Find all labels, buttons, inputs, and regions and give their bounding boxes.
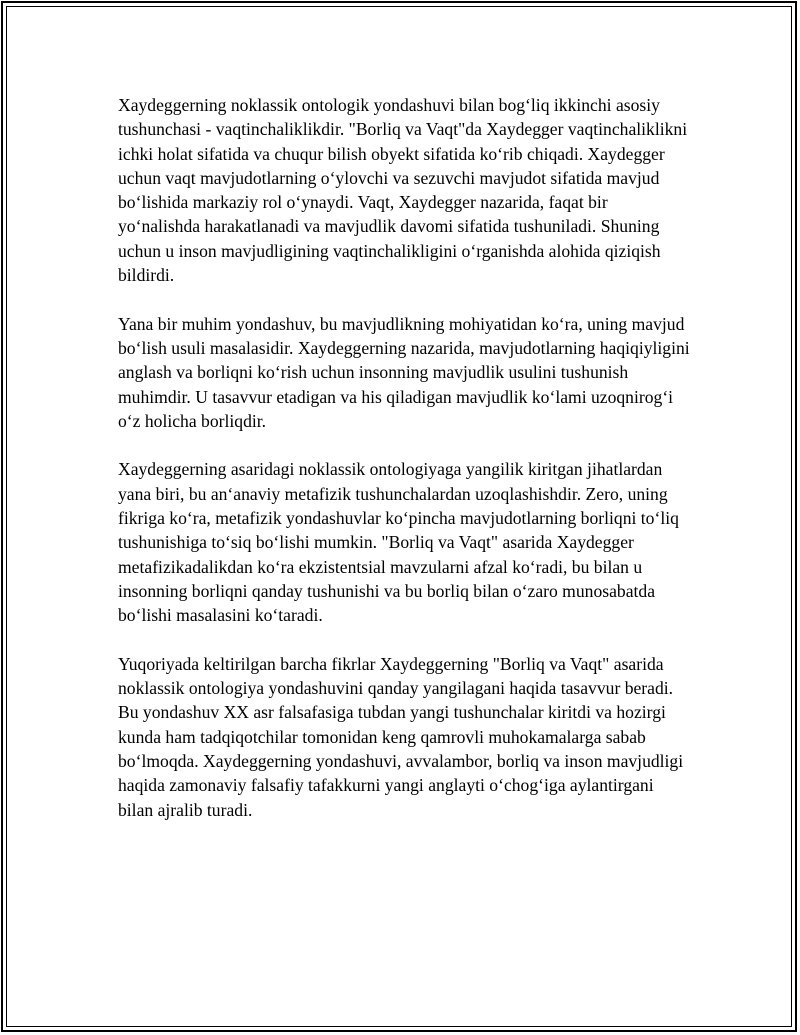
paragraph-1: Xaydeggerning noklassik ontologik yondashuvi bilan bog‘liq ikkinchi asosiy tushunchasi - vaqtinchaliklikdir. "Borliq va Vaqt"da Xaydegger vaqtinchaliklikni ichki holat sifatida va chuqur bilish obyekt sifatida ko‘rib chiqadi. Xaydegger uchun vaqt mavjudotlarning o‘ylovchi va sezuvchi mavjudot sifatida mavjud bo‘lishida markaziy rol o‘ynaydi. Vaqt, Xaydegger nazarida, faqat bir yo‘nalishda harakatlanadi va mavjudlik davomi sifatida tushuniladi. Shuning uchun u inson mavjudligining vaqtinchalikligini o‘rganishda alohida qiziqish bildirdi.: [118, 95, 688, 286]
paragraph-2: Yana bir muhim yondashuv, bu mavjudlikning mohiyatidan ko‘ra, uning mavjud bo‘lish usuli masalasidir. Xaydeggerning nazarida, mavjudotlarning haqiqiyligini anglash va borliqni ko‘rish uchun insonning mavjudlik usulini tushunish muhimdir. U tasavvur etadigan va his qiladigan mavjudlik ko‘lami uzoqnirog‘i o‘z holicha borliqdir.: [118, 313, 690, 431]
paragraph-3: Xaydeggerning asaridagi noklassik ontologiyaga yangilik kiritgan jihatlardan yana biri, bu an‘anaviy metafizik tushunchalardan uzoqlashishdir. Zero, uning fikriga ko‘ra, metafizik yondashuvlar ko‘pincha mavjudotlarning borliqni to‘liq tushunishiga to‘siq bo‘lishi mumkin. "Borliq va Vaqt" asarida Xaydegger metafizikadalikdan ko‘ra ekzistentsial mavzularni afzal ko‘radi, bu bilan u insonning borliqni qanday tushunishi va bu borliq bilan o‘zaro munosabatda bo‘lishi masalasini ko‘taradi.: [118, 459, 679, 626]
document-body: [118, 93, 690, 846]
paragraph-4: Yuqoriyada keltirilgan barcha fikrlar Xaydeggerning "Borliq va Vaqt" asarida noklassik ontologiya yondashuvini qanday yangilagani haqida tasavvur beradi. Bu yondashuv XX asr falsafasiga tubdan yangi tushunchalar kiritdi va hozirgi kunda ham tadqiqotchilar tomonidan keng qamrovli muhokamalarga sabab bo‘lmoqda. Xaydeggerning yondashuvi, avvalambor, borliq va inson mavjudligi haqida zamonaviy falsafiy tafakkurni yangi anglayti o‘chog‘iga aylantirgani bilan ajralib turadi.: [118, 653, 684, 820]
